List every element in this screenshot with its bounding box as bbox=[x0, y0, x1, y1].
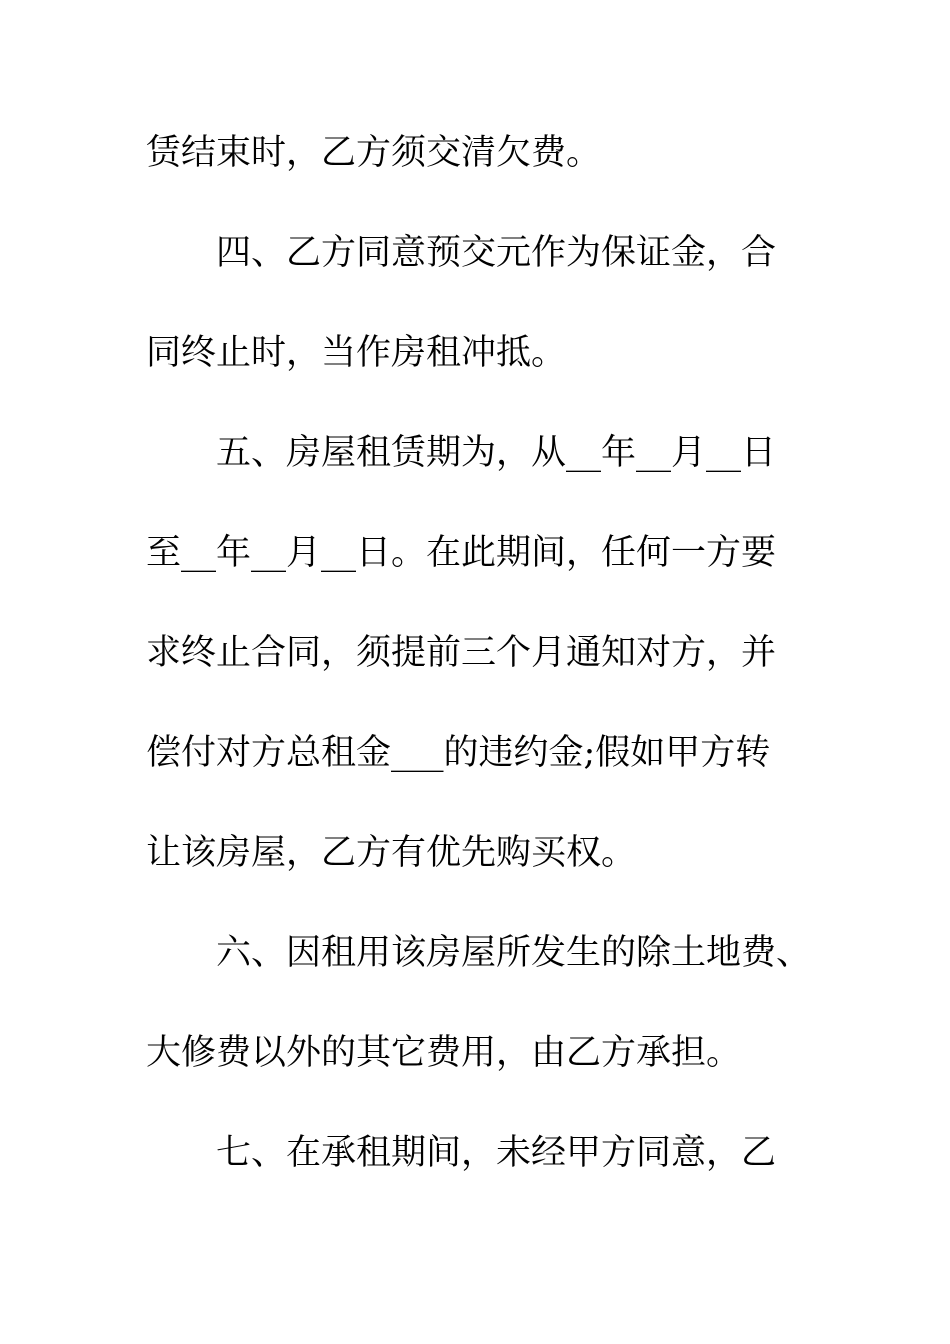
paragraph-seven-start: 七、在承租期间，未经甲方同意，乙 bbox=[216, 1133, 777, 1173]
text-line: 大修费以外的其它费用，由乙方承担。 bbox=[146, 1033, 742, 1073]
paragraph-five-start: 五、房屋租赁期为，从__年__月__日 bbox=[216, 433, 777, 473]
text-line: 偿付对方总租金___的违约金;假如甲方转 bbox=[146, 733, 771, 773]
text-line: 至__年__月__日。在此期间，任何一方要 bbox=[146, 533, 777, 573]
paragraph-six-start: 六、因租用该房屋所发生的除土地费、 bbox=[216, 933, 812, 973]
text-line: 求终止合同，须提前三个月通知对方，并 bbox=[146, 633, 777, 673]
text-line: 赁结束时，乙方须交清欠费。 bbox=[146, 133, 602, 173]
paragraph-four-start: 四、乙方同意预交元作为保证金，合 bbox=[216, 233, 777, 273]
text-line: 同终止时，当作房租冲抵。 bbox=[146, 333, 567, 373]
text-line: 让该房屋，乙方有优先购买权。 bbox=[146, 833, 637, 873]
